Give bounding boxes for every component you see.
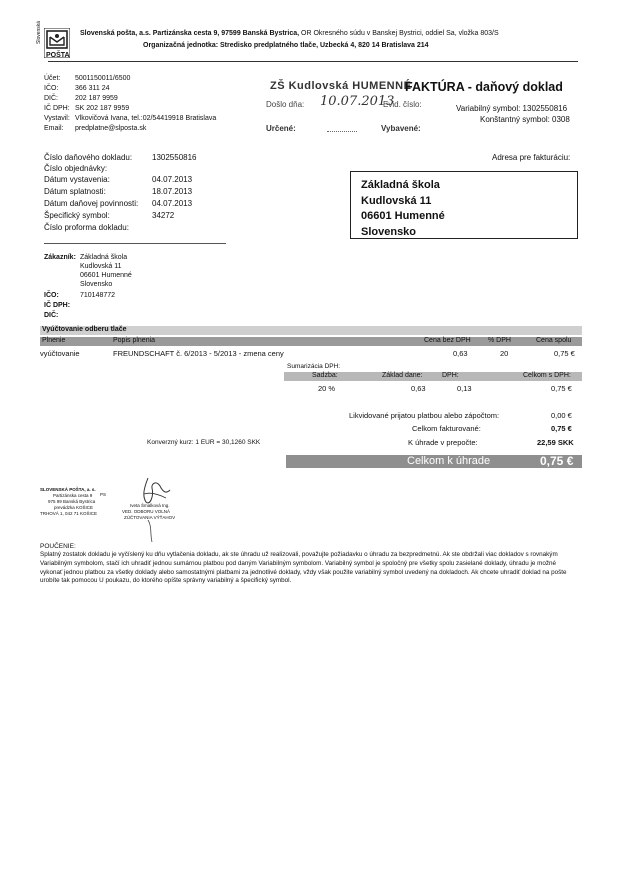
customer-line: Slovensko [80,281,113,288]
vat-header-zaklad: Základ dane: [382,372,423,379]
detail-value: 04.07.2013 [152,175,193,184]
detail-label: Špecifický symbol: [44,211,110,220]
billing-address-line: Kudlovská 11 [361,194,432,207]
col-header-bez-dph: Cena bez DPH [424,337,471,344]
vat-header-dph: DPH: [442,372,459,379]
invoiced-label: Celkom fakturované: [412,424,481,433]
section-title: Vyúčtovanie odberu tlače [42,326,127,333]
stamp-line: SLOVENSKÁ POŠTA, a. s. [40,487,96,492]
document-title: FAKTÚRA - daňový doklad [405,80,563,94]
billing-address-line: Slovensko [361,225,417,238]
company-name: Slovenská pošta, a.s. Partizánska cesta 9, 97599 Banská Bystrica, [80,30,300,37]
vat-celkom: 0,75 € [551,384,572,393]
notice-title: POUČENIE: [40,543,76,550]
detail-label: Číslo objednávky: [44,164,108,173]
total-due-label: Celkom k úhrade [407,455,491,467]
signer-role: ZÚČTOVANIA VÝŤAHOV [124,515,176,520]
cell-plnenie: vyúčtovanie [40,349,80,358]
issuer-value: 202 187 9959 [75,95,118,102]
signature-stroke [146,520,156,542]
company-registry: OR Okresného súdu v Banskej Bystrici, oddiel Sa, vložka 803/S [299,30,499,37]
customer-ico-value: 710148772 [80,292,116,299]
cell-pct-dph: 20 [500,349,509,358]
cell-spolu: 0,75 € [554,349,575,358]
detail-value: 34272 [152,211,175,220]
customer-line: 06601 Humenné [80,272,132,279]
issuer-label: IČ DPH: [44,105,70,112]
urcene-label: Určené: [266,124,296,133]
col-header-popis: Popis plnenia [113,337,156,344]
issuer-label: Vystavil: [44,115,70,122]
billing-address-line: 06601 Humenné [361,210,445,222]
company-header-line2: Organizačná jednotka: Stredisko predplatného tlače, Uzbecká 4, 820 14 Bratislava 214 [143,42,429,49]
issuer-label: IČO: [44,85,59,92]
cell-bez-dph: 0,63 [453,349,468,358]
header-divider [48,61,578,62]
issuer-value: 5001150011/6500 [75,75,131,82]
total-due-value: 0,75 € [540,454,574,468]
billing-address-line: Základná škola [361,179,440,191]
conversion-rate: Konverzný kurz: 1 EUR = 30,1260 SKK [147,439,261,446]
col-header-pct-dph: % DPH [488,337,511,344]
vat-title: Sumarizácia DPH: [287,363,341,370]
billing-address-label: Adresa pre fakturáciu: [492,153,571,162]
delivered-date-handwritten: 10.07.2013 [320,94,395,109]
vat-dph: 0,13 [457,384,472,393]
stamp-line: TRHOVÁ 1, 042 71 KOŠICE [40,511,98,516]
issuer-label: DIČ: [44,95,58,102]
evid-label: Evid. číslo: [383,100,422,109]
customer-label: Zákazník: [44,254,76,261]
issuer-value: 366 311 24 [75,85,110,92]
ps-label: PS [100,492,107,497]
logo-text: POŠTA [46,52,70,59]
customer-line: Základná škola [80,254,128,261]
customer-line: Kudlovská 11 [80,263,122,270]
customer-dic-label: DIČ: [44,312,59,319]
constant-symbol: Konštantný symbol: 0308 [480,115,570,124]
liquidated-label: Likvidované prijatou platbou alebo zápočtom: [349,411,500,420]
customer-ico-label: IČO: [44,292,59,299]
recalc-label: K úhrade v prepočte: [408,438,478,447]
issuer-label: Email: [44,125,64,132]
detail-label: Dátum vystavenia: [44,175,110,184]
detail-value: 04.07.2013 [152,199,193,208]
notice-text: Splatný zostatok dokladu je vyčíslený ku dňu vytlačenia dokladu, ak ste úhradu už realizovali, považujte požiadavku o úhradu za bezpredmetnú. Ak ste obdržali viac dokladov s rovnakým Variabilným symbolom, stačí ich uhradiť jednou sumárnou platbou pod daným Variabilným symbolom. Variabilný symbol je spoločný pre všetky spolu zasielané doklady, úhradu je možné vykonať jednou platbou za všetky doklady alebo samostatnými platbami za jednotlivé doklady, vždy však použite variabilný symbol uvedený na dokladoch. Ak chcete uhradiť doklad na pošte urobíte tak pomocou U poukazu, do ktorého opíšte správny variabilný a špecifický symbol. [40,551,567,585]
detail-label: Číslo daňového dokladu: [44,153,133,162]
col-header-spolu: Cena spolu [536,337,572,344]
detail-label: Dátum splatnosti: [44,187,106,196]
detail-value: 18.07.2013 [152,187,193,196]
col-header-plnenie: Plnenie [42,337,66,344]
stamp-line: Partizánska cesta 9 [53,493,93,498]
issuer-value: predplatne@slposta.sk [75,125,147,132]
stamp-line: prevádzka KOŠICE [54,505,94,510]
recalc-value: 22,59 SKK [537,438,574,447]
delivered-label: Došlo dňa: [266,100,305,109]
cell-popis: FREUNDSCHAFT č. 6/2013 - 5/2013 - zmena ceny [113,349,284,358]
invoiced-value: 0,75 € [551,424,572,433]
variable-symbol: Variabilný symbol: 1302550816 [456,104,568,113]
vat-zaklad: 0,63 [411,384,426,393]
logo-side-text: Slovenská [36,20,42,44]
details-divider [44,243,226,244]
detail-value: 1302550816 [152,153,197,162]
detail-label: Číslo proforma dokladu: [44,223,129,232]
liquidated-value: 0,00 € [551,411,572,420]
signer-name: Iveta Šmalková Ing. [130,503,170,508]
detail-label: Dátum daňovej povinnosti: [44,199,139,208]
vat-header-celkom: Celkom s DPH: [523,372,571,379]
signer-role: VED. ODBORU VOLNÁ [122,509,171,514]
vybavene-label: Vybavené: [381,124,421,133]
issuer-value: SK 202 187 9959 [75,105,130,112]
urcene-line [327,131,357,132]
customer-icdph-label: IČ DPH: [44,302,71,309]
issuer-value: Vlkovičová Ivana, tel.:02/54419918 Bratislava [75,115,217,122]
stamp-line: 975 99 Banská Bystrica [48,499,96,504]
issuer-label: Účet: [44,75,61,82]
billing-address-box [350,171,578,239]
received-stamp: ZŠ Kudlovská HUMENNÉ [270,80,412,92]
vat-sadzba: 20 % [318,384,336,393]
vat-header-sadzba: Sadzba: [312,372,338,379]
company-header-line1 [80,30,499,37]
